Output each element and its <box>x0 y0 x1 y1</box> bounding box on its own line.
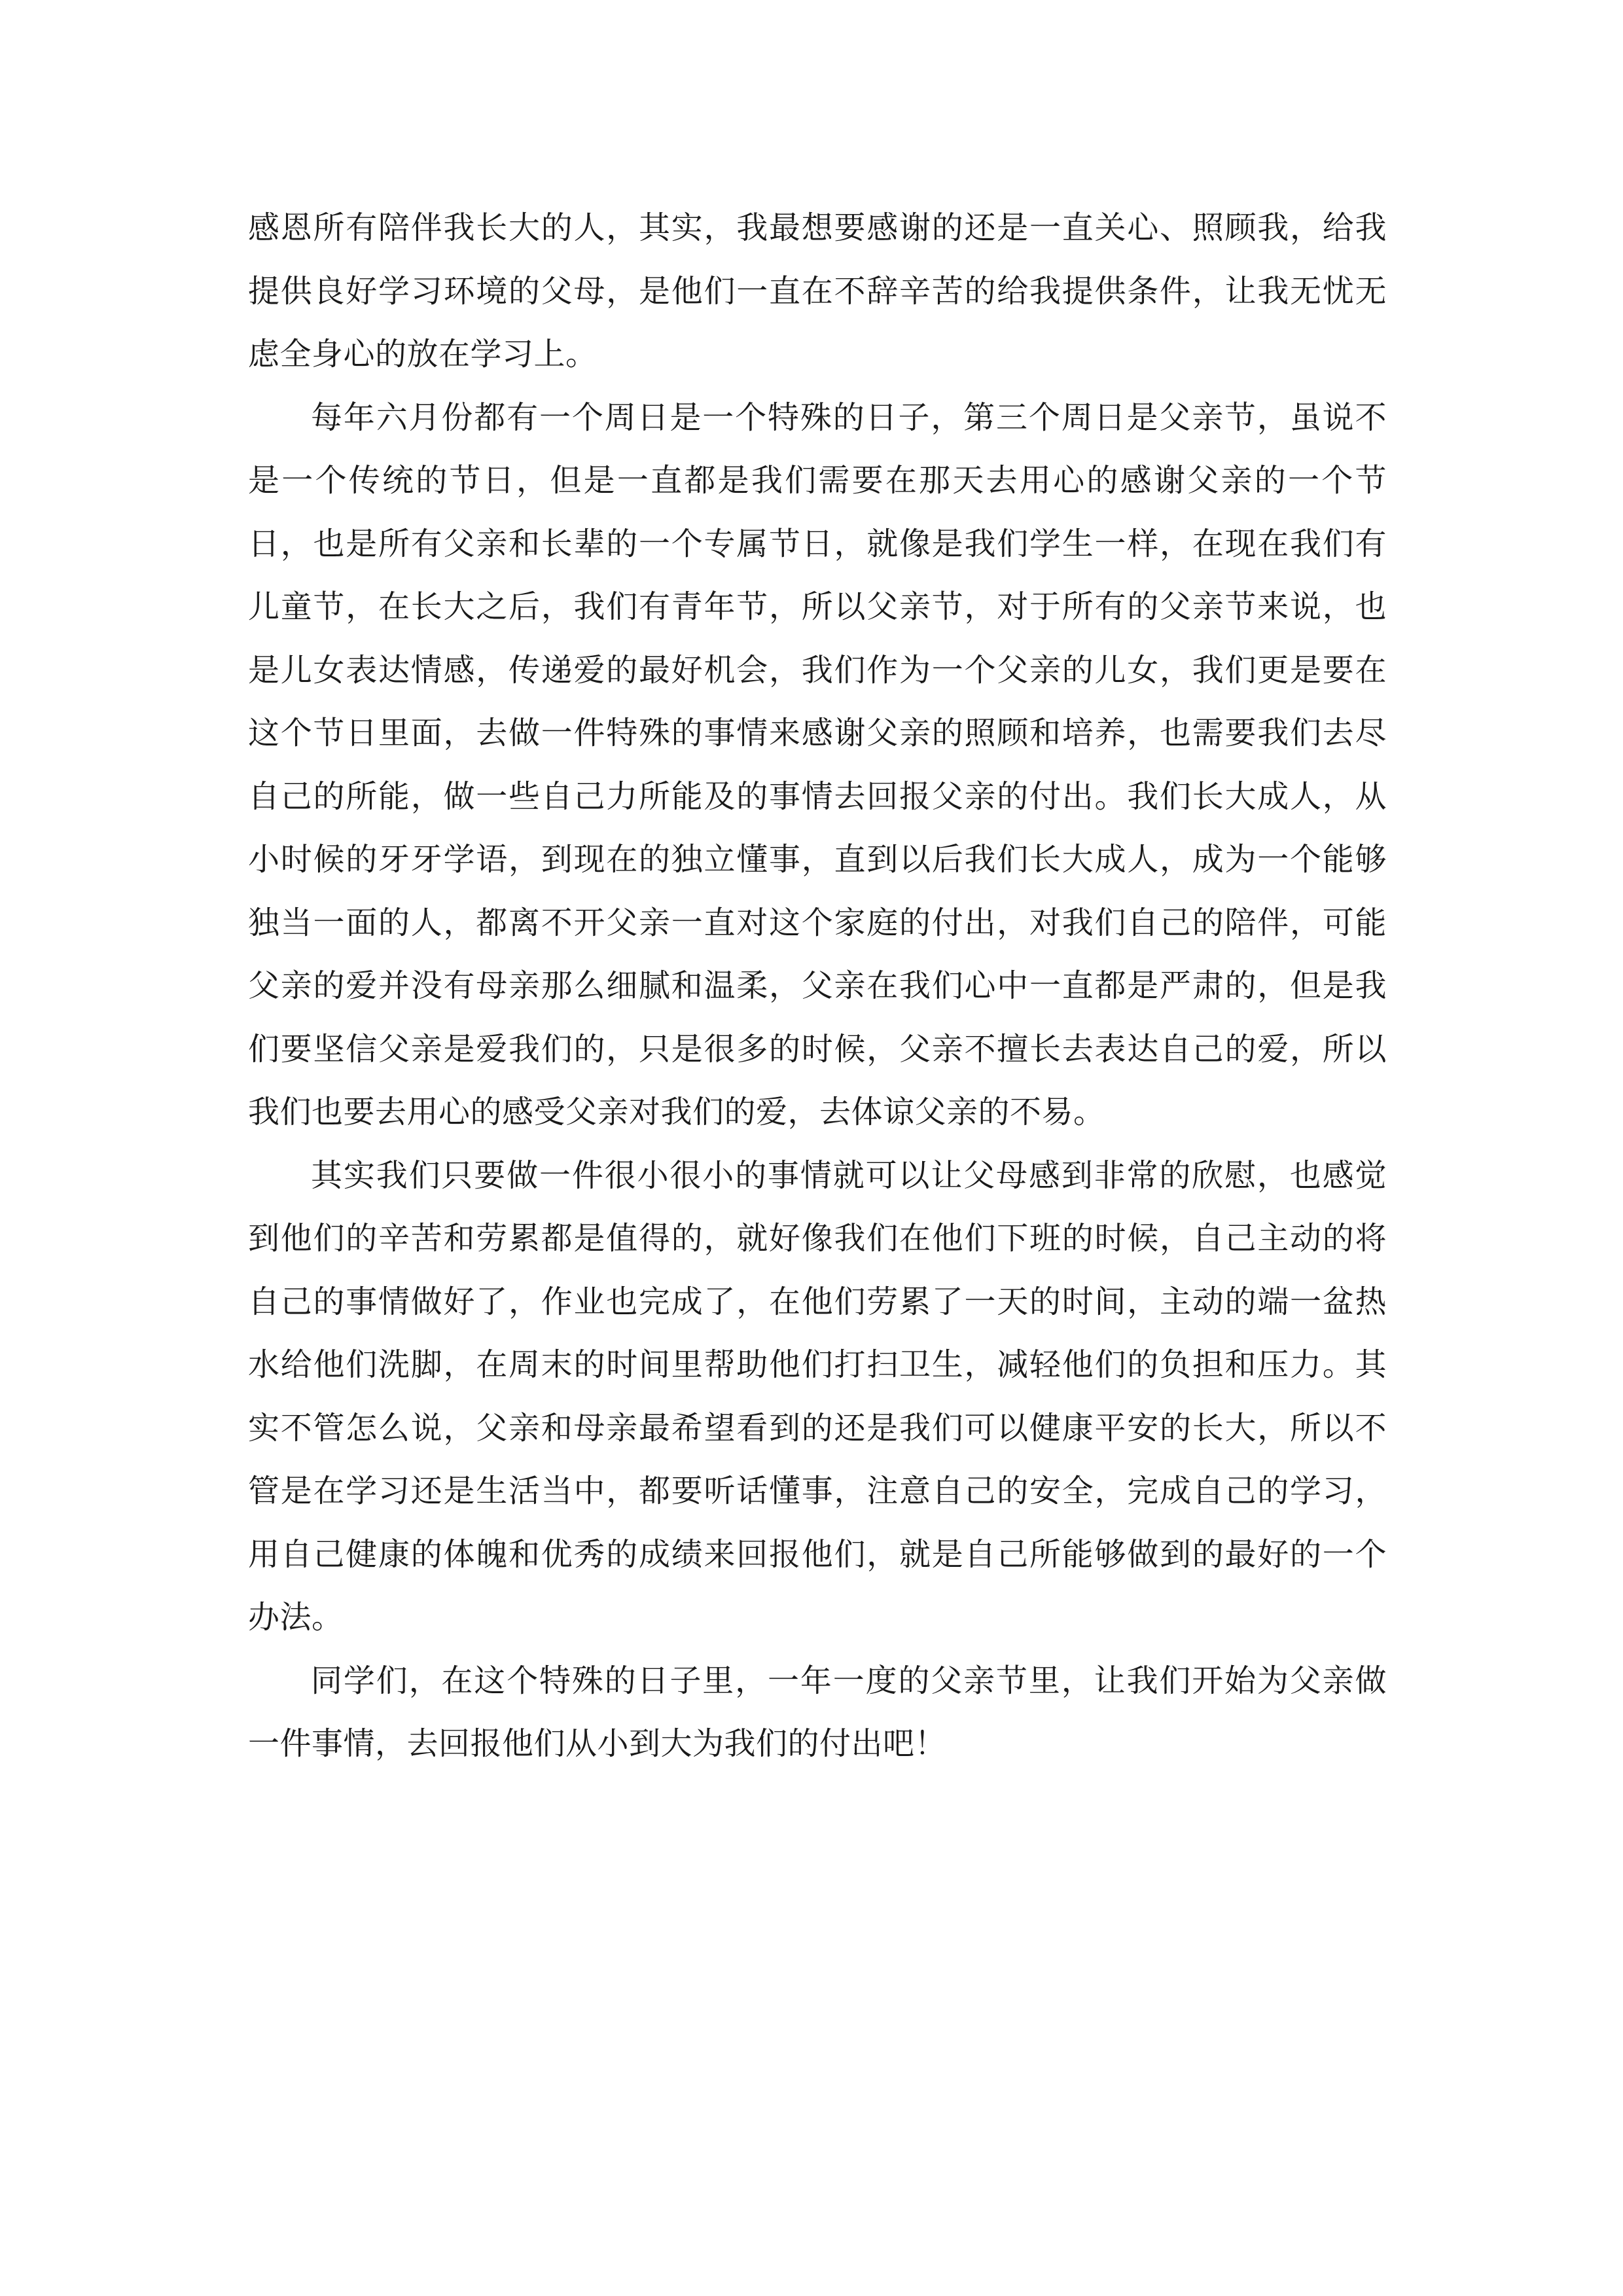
paragraph-1: 感恩所有陪伴我长大的人，其实，我最想要感谢的还是一直关心、照顾我，给我提供良好学习环境的父母，是他们一直在不辞辛苦的给我提供条件，让我无忧无虑全身心的放在学习上。 <box>248 209 1387 372</box>
paragraph-4: 同学们，在这个特殊的日子里，一年一度的父亲节里，让我们开始为父亲做一件事情，去回报他们从小到大为我们的付出吧！ <box>248 1662 1387 1762</box>
paragraph-3: 其实我们只要做一件很小很小的事情就可以让父母感到非常的欣慰，也感觉到他们的辛苦和劳累都是值得的，就好像我们在他们下班的时候，自己主动的将自己的事情做好了，作业也完成了，在他们劳累了一天的时间，主动的端一盆热水给他们洗脚，在周末的时间里帮助他们打扫卫生，减轻他们的负担和压力。其实不管怎么说，父亲和母亲最希望看到的还是我们可以健康平安的长大，所以不管是在学习还是生活当中，都要听话懂事，注意自己的安全，完成自己的学习，用自己健康的体魄和优秀的成绩来回报他们，就是自己所能够做到的最好的一个办法。 <box>248 1157 1387 1636</box>
document-body <box>248 196 1387 1776</box>
paragraph-2: 每年六月份都有一个周日是一个特殊的日子，第三个周日是父亲节，虽说不是一个传统的节日，但是一直都是我们需要在那天去用心的感谢父亲的一个节日，也是所有父亲和长辈的一个专属节日，就像是我们学生一样，在现在我们有儿童节，在长大之后，我们有青年节，所以父亲节，对于所有的父亲节来说，也是儿女表达情感，传递爱的最好机会，我们作为一个父亲的儿女，我们更是要在这个节日里面，去做一件特殊的事情来感谢父亲的照顾和培养，也需要我们去尽自己的所能，做一些自己力所能及的事情去回报父亲的付出。我们长大成人，从小时候的牙牙学语，到现在的独立懂事，直到以后我们长大成人，成为一个能够独当一面的人，都离不开父亲一直对这个家庭的付出，对我们自己的陪伴，可能父亲的爱并没有母亲那么细腻和温柔，父亲在我们心中一直都是严肃的，但是我们要坚信父亲是爱我们的，只是很多的时候，父亲不擅长去表达自己的爱，所以我们也要去用心的感受父亲对我们的爱，去体谅父亲的不易。 <box>248 399 1387 1130</box>
